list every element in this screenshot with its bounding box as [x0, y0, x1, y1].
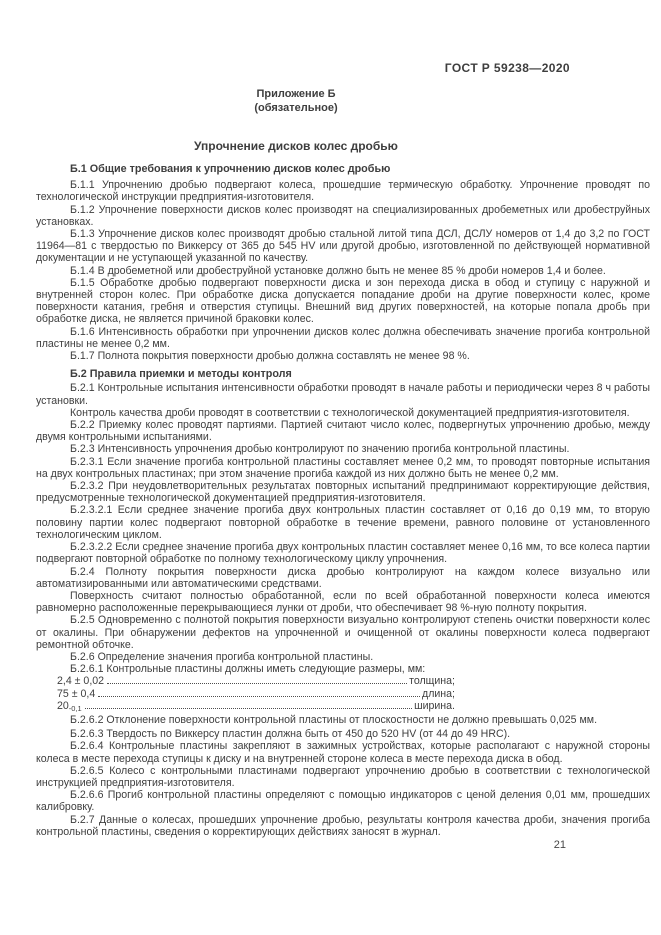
paragraph-b2-7: Б.2.7 Данные о колесах, прошедших упрочнение дробью, результаты контроля качества дроби, значения прогиба контрольной пластины, сведения о корректирующих действиях заносят в журнал.	[36, 813, 650, 838]
document-body	[36, 163, 650, 838]
paragraph-b1-7: Б.1.7 Полнота покрытия поверхности дробью должна составлять не менее 98 %.	[70, 350, 470, 363]
dimension-tolerance: -0,1	[68, 703, 82, 713]
paragraph-b2-6: Б.2.6 Определение значения прогиба контрольной пластины.	[70, 650, 374, 663]
paragraph-b1-2: Б.1.2 Упрочнение поверхности дисков колес производят на специализированных дробеметных или дробеструйных установках.	[36, 203, 650, 228]
paragraph-b2-6-6: Б.2.6.6 Прогиб контрольной пластины определяют с помощью индикаторов с ценой деления 0,01 мм, прошедших калибровку.	[36, 789, 650, 814]
paragraph-b1-4: Б.1.4 В дробеметной или дробеструйной установке должно быть не менее 85 % дроби номеров 1,4 и более.	[70, 264, 606, 277]
page-number: 21	[553, 839, 566, 851]
paragraph-b2-6-2: Б.2.6.2 Отклонение поверхности контрольной пластины от плоскостности не должно превышать 0,025 мм.	[70, 713, 598, 726]
dimension-row-thickness	[57, 675, 455, 687]
paragraph-b2-1: Б.2.1 Контрольные испытания интенсивности обработки проводят в начале работы и периодически через 8 ч работы установки.	[36, 382, 650, 407]
appendix-heading	[36, 88, 556, 115]
paragraph-b2-4a: Поверхность считают полностью обработанной, если по всей обработанной поверхности колеса имеются равномерно расположенные перекрывающиеся лунки от дроби, что обеспечивает 98 %-ную полноту покрытия.	[36, 589, 650, 615]
section-b1-heading: Б.1 Общие требования к упрочнению дисков колес дробью	[70, 163, 391, 175]
dimension-row-width	[57, 700, 455, 712]
paragraph-b1-6: Б.1.6 Интенсивность обработки при упрочнении дисков колес должна обеспечивать значение прогиба контрольной пластины не менее 0,2 мм.	[36, 325, 650, 350]
appendix-label: Приложение Б	[256, 88, 336, 100]
dimension-value	[57, 675, 104, 687]
dotted-leader	[98, 696, 420, 697]
standard-code: ГОСТ Р 59238—2020	[444, 61, 570, 75]
section-b2-heading: Б.2 Правила приемки и методы контроля	[70, 368, 292, 381]
dimension-number: 75 ± 0,4	[57, 687, 96, 700]
paragraph-b2-4: Б.2.4 Полноту покрытия поверхности диска дробью контролируют на каждом колесе визуально или автоматизированными или автоматическими средствами.	[36, 565, 650, 590]
dimension-number: 20	[57, 699, 69, 712]
paragraph-b2-1a: Контроль качества дроби проводят в соответствии с технологической документацией предприятия-изготовителя.	[70, 406, 630, 419]
dimension-row-length	[57, 688, 455, 700]
paragraph-b2-3-2-1: Б.2.3.2.1 Если среднее значение прогиба двух контрольных пластин составляет от 0,16 до 0,19 мм, то вторую половину партии колес подвергают повторной обработке в течение времени, равного половине от установленного технологическим циклом.	[36, 504, 650, 541]
paragraph-b1-5: Б.1.5 Обработке дробью подвергают поверхности диска и зон перехода диска в обод и ступицу с наружной и внутренней сторон колес. При обработке диска допускается попадание дроби на другие поверхности колес, кроме поверхности катания, гребня и отверстия ступицы. Внешний вид других поверхностей, на которые попала дробь при обработке диска, не является причиной браковки колес.	[36, 276, 650, 326]
paragraph-b2-2: Б.2.2 Приемку колес проводят партиями. Партией считают число колес, подвергнутых упрочнению дробью, между двумя контрольными испытаниями.	[36, 419, 650, 444]
dotted-leader	[85, 708, 412, 709]
paragraph-b2-3: Б.2.3 Интенсивность упрочнения дробью контролируют по значению прогиба контрольной пластины.	[70, 443, 570, 456]
dimension-value	[57, 700, 82, 712]
paragraph-b2-3-2: Б.2.3.2 При неудовлетворительных результатах повторных испытаний предпринимают корректирующие действия, предусмотренные технологической документацией предприятия-изготовителя.	[36, 480, 650, 505]
dimension-label: ширина.	[414, 699, 455, 712]
dimension-label: длина;	[422, 687, 455, 700]
paragraph-b1-3: Б.1.3 Упрочнение дисков колес производят дробью стальной литой типа ДСЛ, ДСЛУ номеров от 1,4 до 3,2 по ГОСТ 11964—81 с твердостью по Виккерсу от 365 до 545 HV или другой дробью, изготовленной по действующей нормативной документации и не уступающей указанной по качеству.	[36, 228, 650, 265]
paragraph-b2-6-3: Б.2.6.3 Твердость по Виккерсу пластин должна быть от 450 до 520 HV (от 44 до 49 HRC).	[70, 728, 511, 741]
paragraph-b2-6-1: Б.2.6.1 Контрольные пластины должны иметь следующие размеры, мм:	[70, 663, 426, 676]
paragraph-b2-6-4: Б.2.6.4 Контрольные пластины закрепляют в зажимных устройствах, которые располагают с наружной стороны колеса в месте перехода ступицы к диску и на внутренней стороне колеса в месте перехода диска в обод.	[36, 740, 650, 765]
paragraph-b2-3-2-2: Б.2.3.2.2 Если среднее значение прогиба двух контрольных пластин составляет менее 0,16 мм, то все колеса партии подвергают повторной обработке по полному технологическому циклу упрочнения.	[36, 541, 650, 566]
dimension-label: толщина;	[409, 675, 455, 688]
appendix-obligation: (обязательное)	[254, 101, 338, 114]
paragraph-b2-3-1: Б.2.3.1 Если значение прогиба контрольной пластины составляет менее 0,2 мм, то проводят повторные испытания на двух контрольных пластинах; при этом значение прогиба каждой из них должно быть не менее 0,2 мм.	[36, 455, 650, 480]
paragraph-b2-5: Б.2.5 Одновременно с полнотой покрытия поверхности визуально контролируют степень очистки поверхности колес от окалины. При обнаружении дефектов на упрочненной и очищенной от окалины поверхности колеса подвергают ремонтной обточке.	[36, 614, 650, 651]
dimension-value	[57, 688, 95, 700]
paragraph-b1-1: Б.1.1 Упрочнению дробью подвергают колеса, прошедшие термическую обработку. Упрочнение проводят по технологической инструкции предприятия-изготовителя.	[36, 179, 650, 204]
dotted-leader	[107, 683, 407, 684]
appendix-title: Упрочнение дисков колес дробью	[194, 139, 398, 153]
paragraph-b2-6-5: Б.2.6.5 Колесо с контрольными пластинами подвергают упрочнению дробью в соответствии с технологической инструкцией предприятия-изготовителя.	[36, 764, 650, 789]
dimension-number: 2,4 ± 0,02	[57, 675, 105, 688]
